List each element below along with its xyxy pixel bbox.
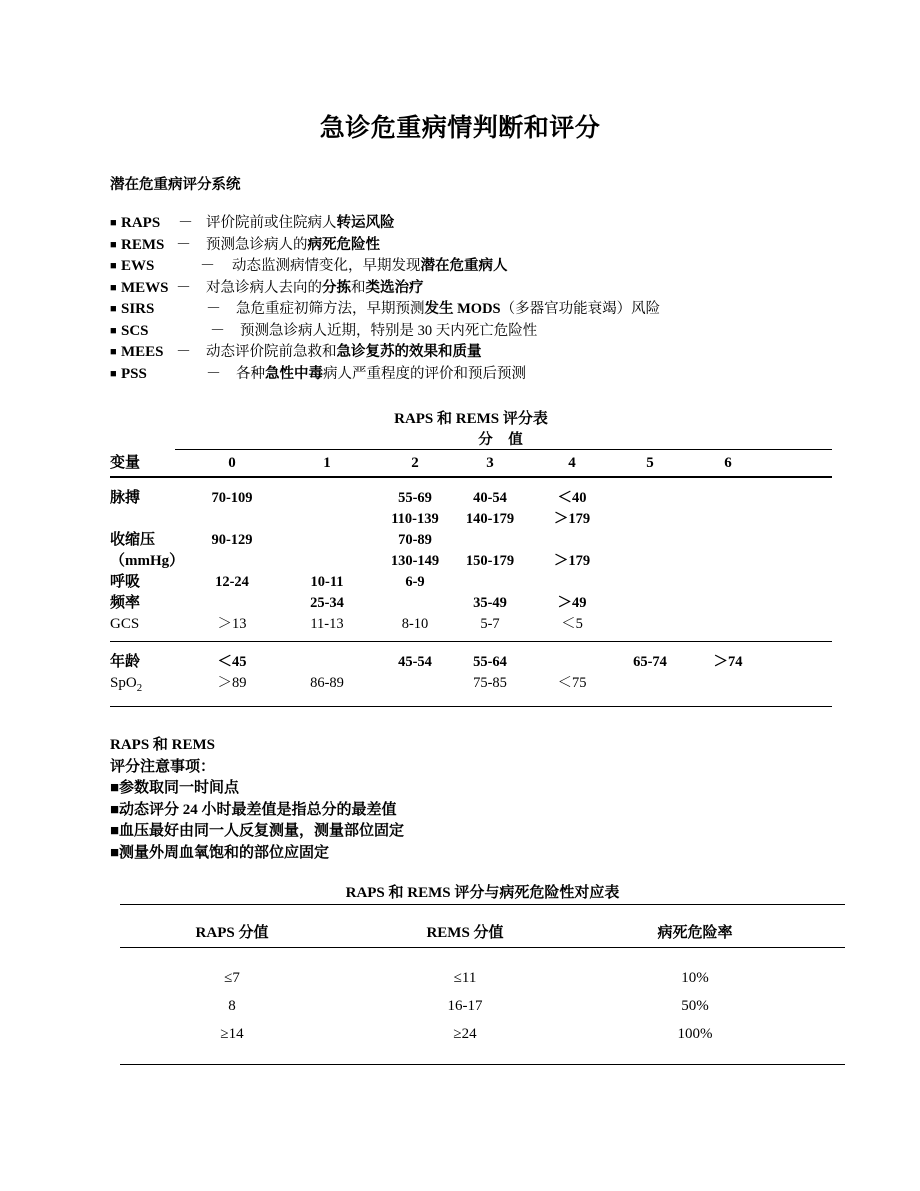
table-cell: ＜75	[557, 675, 587, 691]
table-cell: 10%	[681, 970, 709, 986]
table-cell: 140-179	[465, 511, 515, 527]
score-band-label: 分 值	[478, 432, 529, 448]
note-item: ■动态评分 24 小时最差值是指总分的最差值	[110, 801, 397, 818]
table-cell: 25-34	[310, 595, 344, 611]
table-row	[110, 593, 832, 614]
table-row	[110, 614, 832, 635]
risk-table-column-header: 病死危险率	[657, 925, 733, 941]
acronym-row	[110, 321, 850, 343]
table-cell: 75-85	[473, 675, 507, 691]
acronym-dash: －	[176, 279, 192, 296]
square-bullet-icon: ■	[110, 238, 117, 251]
table-cell: 45-54	[398, 654, 432, 670]
acronym-description: 各种急性中毒病人严重程度的评价和预后预测	[236, 365, 526, 382]
table-cell: 16-17	[447, 998, 483, 1014]
table-cell: ＜5	[561, 616, 583, 632]
notes-title: RAPS 和 REMS	[110, 737, 216, 753]
table-cell: ＞89	[217, 675, 247, 691]
table-cell: ≤11	[453, 970, 477, 986]
notes-items	[110, 778, 710, 864]
risk-table-body	[120, 964, 845, 1048]
risk-table	[120, 882, 845, 1065]
table-row	[110, 673, 832, 694]
table-cell: ＞13	[217, 616, 247, 632]
notes-subtitle: 评分注意事项：	[110, 758, 216, 775]
acronym-name: REMS	[121, 236, 165, 253]
table-cell: 70-109	[211, 490, 253, 506]
acronym-row	[110, 235, 850, 257]
table-cell: 8-10	[401, 616, 429, 632]
note-item: ■测量外周血氧饱和的部位应固定	[110, 844, 330, 861]
acronym-dash: －	[210, 322, 226, 339]
acronym-description: 评价院前或住院病人转运风险	[206, 215, 395, 231]
table-cell: 10-11	[310, 574, 344, 590]
table-cell: 11-13	[310, 616, 344, 632]
note-item: ■参数取同一时间点	[110, 780, 240, 796]
acronym-name: SCS	[121, 322, 149, 339]
note-item: ■血压最好由同一人反复测量，测量部位固定	[110, 823, 405, 839]
notes-block	[110, 735, 710, 864]
acronym-row	[110, 256, 850, 278]
square-bullet-icon: ■	[110, 367, 117, 380]
row-label: 收缩压	[110, 532, 156, 548]
table-row	[120, 992, 845, 1020]
acronym-dash: －	[200, 258, 216, 274]
table-cell: 12-24	[215, 574, 249, 590]
acronym-dash: －	[178, 215, 194, 231]
table-cell: 70-89	[398, 532, 432, 548]
table-cell: 6-9	[405, 574, 425, 590]
section-heading: 潜在危重病评分系统	[110, 177, 241, 193]
score-table-bottom-rule	[110, 706, 832, 707]
score-table-body	[110, 488, 832, 635]
acronym-name: EWS	[121, 258, 155, 274]
table-cell: ≤7	[224, 970, 240, 986]
score-band	[110, 430, 832, 450]
row-label: （mmHg）	[110, 553, 185, 569]
acronym-row	[110, 278, 850, 300]
table-row	[120, 1020, 845, 1048]
score-table-variable-header: 变量	[110, 455, 141, 471]
acronym-row	[110, 213, 850, 235]
acronym-dash: －	[176, 236, 192, 253]
square-bullet-icon: ■	[110, 260, 117, 272]
table-cell: ≥14	[220, 1026, 244, 1042]
score-column-header: 3	[486, 455, 494, 471]
acronym-row	[110, 342, 850, 364]
table-row	[120, 964, 845, 992]
square-bullet-icon: ■	[110, 324, 117, 337]
table-cell: ＜45	[217, 654, 247, 670]
score-column-header: 5	[646, 455, 654, 471]
acronym-dash: －	[176, 344, 192, 360]
table-row	[110, 652, 832, 673]
score-column-header: 4	[568, 455, 576, 471]
row-label: 年龄	[110, 654, 141, 670]
square-bullet-icon: ■	[110, 217, 117, 229]
acronym-row	[110, 299, 850, 321]
table-cell: ＞179	[553, 511, 591, 527]
table-row	[110, 572, 832, 593]
acronym-list	[110, 213, 850, 385]
table-row	[110, 509, 832, 530]
score-column-header: 2	[411, 455, 419, 471]
acronym-row	[110, 364, 850, 386]
score-table	[110, 408, 832, 707]
table-row	[110, 530, 832, 551]
acronym-name: MEES	[121, 344, 164, 360]
table-cell: ≥24	[453, 1026, 477, 1042]
table-cell: 35-49	[473, 595, 507, 611]
table-cell: 40-54	[473, 490, 507, 506]
square-bullet-icon: ■	[110, 281, 117, 294]
table-row	[110, 488, 832, 509]
table-cell: ＞49	[557, 595, 587, 611]
acronym-description: 预测急诊病人的病死危险性	[206, 236, 380, 253]
square-bullet-icon: ■	[110, 346, 117, 358]
table-cell: 100%	[677, 1026, 713, 1042]
score-column-header: 1	[323, 455, 331, 471]
score-table-caption: RAPS 和 REMS 评分表	[394, 411, 548, 427]
score-table-header-row	[110, 450, 832, 476]
table-cell: 86-89	[310, 675, 344, 691]
table-cell: ＜40	[557, 490, 587, 506]
score-column-header: 6	[724, 455, 732, 471]
table-cell: 150-179	[465, 553, 515, 569]
table-cell: 8	[228, 998, 236, 1014]
risk-table-column-header: RAPS 分值	[195, 925, 269, 941]
row-label: 脉搏	[110, 490, 141, 506]
acronym-name: MEWS	[121, 279, 169, 296]
table-cell: 110-139	[391, 511, 439, 527]
risk-table-column-header: REMS 分值	[426, 925, 504, 941]
acronym-name: RAPS	[121, 215, 161, 231]
risk-table-caption: RAPS 和 REMS 评分与病死危险性对应表	[345, 885, 620, 901]
table-row	[110, 551, 832, 572]
row-label: 呼吸	[110, 574, 141, 590]
score-table-body-lower	[110, 652, 832, 694]
table-cell: 55-69	[398, 490, 432, 506]
acronym-name: SIRS	[121, 301, 155, 317]
acronym-description: 动态监测病情变化，早期发现潜在危重病人	[232, 258, 508, 274]
risk-table-bottom-rule	[120, 1064, 845, 1065]
acronym-dash: －	[206, 365, 222, 382]
table-cell: 50%	[681, 998, 709, 1014]
acronym-description: 急危重症初筛方法，早期预测发生 MODS（多器官功能衰竭）风险	[236, 301, 661, 317]
acronym-description: 预测急诊病人近期，特别是 30 天内死亡危险性	[240, 322, 538, 339]
table-cell: 90-129	[211, 532, 253, 548]
table-cell: ＞179	[553, 553, 591, 569]
table-cell: 5-7	[480, 616, 500, 632]
row-label: SpO$_2$	[110, 675, 143, 694]
square-bullet-icon: ■	[110, 303, 117, 315]
table-cell: 130-149	[390, 553, 440, 569]
score-column-header: 0	[228, 455, 236, 471]
row-label: 频率	[110, 595, 141, 611]
row-label: GCS	[110, 616, 140, 632]
page-title: 急诊危重病情判断和评分	[319, 115, 601, 142]
table-cell: ＞74	[713, 654, 743, 670]
risk-table-header-row	[120, 919, 845, 947]
acronym-name: PSS	[121, 365, 147, 382]
table-cell: 55-64	[473, 654, 507, 670]
acronym-dash: －	[206, 301, 222, 317]
table-cell: 65-74	[633, 654, 667, 670]
acronym-description: 动态评价院前急救和急诊复苏的效果和质量	[206, 344, 482, 360]
acronym-description: 对急诊病人去向的分拣和类选治疗	[206, 279, 424, 296]
